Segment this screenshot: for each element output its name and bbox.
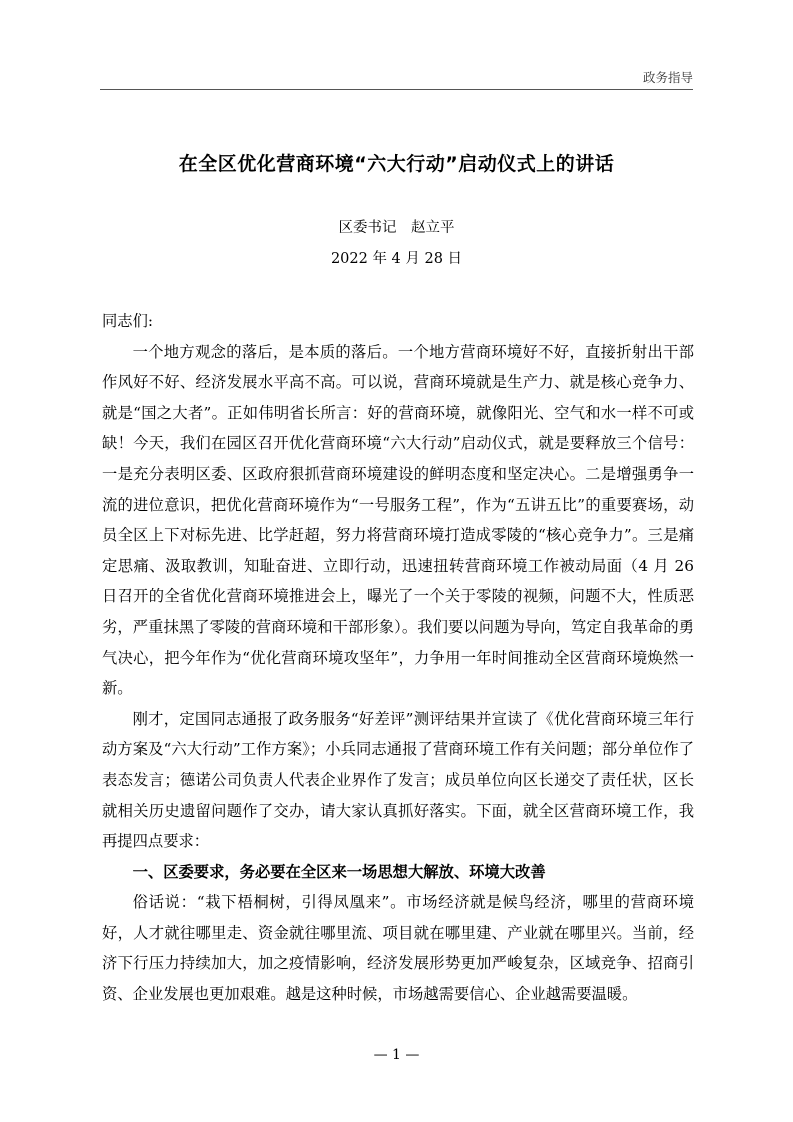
salutation: 同志们: (102, 312, 154, 330)
body-paragraph: 俗话说：“栽下梧桐树，引得凤凰来”。市场经济就是候鸟经济，哪里的营商环境好，人才就往哪里走、资金就往哪里流、项目就在哪里建、产业就在哪里兴。当前，经济下行压力持续加大，加之疫情影响，经济发展形势更加严峻复杂，区域竞争、招商引资、企业发展也更加艰难。越是这种时候，市场越需要信心、企业越需要温暖。 (102, 893, 694, 1004)
header-divider (100, 89, 693, 90)
page-number: — 1 — (373, 1047, 420, 1063)
running-header-label: 政务指导 (642, 70, 693, 85)
author-line: 区委书记 赵立平 (338, 220, 455, 236)
body-paragraph: 刚才，定国同志通报了政务服务“好差评”测评结果并宣读了《优化营商环境三年行动方案及“六大行动”工作方案》；小兵同志通报了营商环境工作有关问题；部分单位作了表态发言；德诺公司负责人代表企业界作了发言；成员单位向区长递交了责任状，区长就相关历史遗留问题作了交办，请大家认真抓好落实。下面，就全区营商环境工作，我再提四点要求： (102, 709, 694, 851)
document-body (102, 306, 694, 1010)
document-title: 在全区优化营商环境“六大行动”启动仪式上的讲话 (178, 153, 615, 175)
speech-date: 2022 年 4 月 28 日 (330, 251, 463, 267)
section-heading: 一、区委要求，务必要在全区来一场思想大解放、环境大改善 (132, 862, 546, 881)
body-paragraph: 一个地方观念的落后，是本质的落后。一个地方营商环境好不好，直接折射出干部作风好不好、经济发展水平高不高。可以说，营商环境就是生产力、就是核心竞争力、就是“国之大者”。正如伟明省长所言：好的营商环境，就像阳光、空气和水一样不可或缺！今天，我们在园区召开优化营商环境“六大行动”启动仪式，就是要释放三个信号：一是充分表明区委、区政府狠抓营商环境建设的鲜明态度和坚定决心。二是增强勇争一流的进位意识，把优化营商环境作为“一号服务工程”，作为“五讲五比”的重要赛场，动员全区上下对标先进、比学赶超，努力将营商环境打造成零陵的“核心竞争力”。三是痛定思痛、汲取教训，知耻奋进、立即行动，迅速扭转营商环境工作被动局面（4 月 26 日召开的全省优化营商环境推进会上，曝光了一个关于零陵的视频，问题不大，性质恶劣，严重抹黑了零陵的营商环境和干部形象）。我们要以问题为导向，笃定自我革命的勇气决心，把今年作为“优化营商环境攻坚年”，力争用一年时间推动全区营商环境焕然一新。 (102, 342, 694, 698)
